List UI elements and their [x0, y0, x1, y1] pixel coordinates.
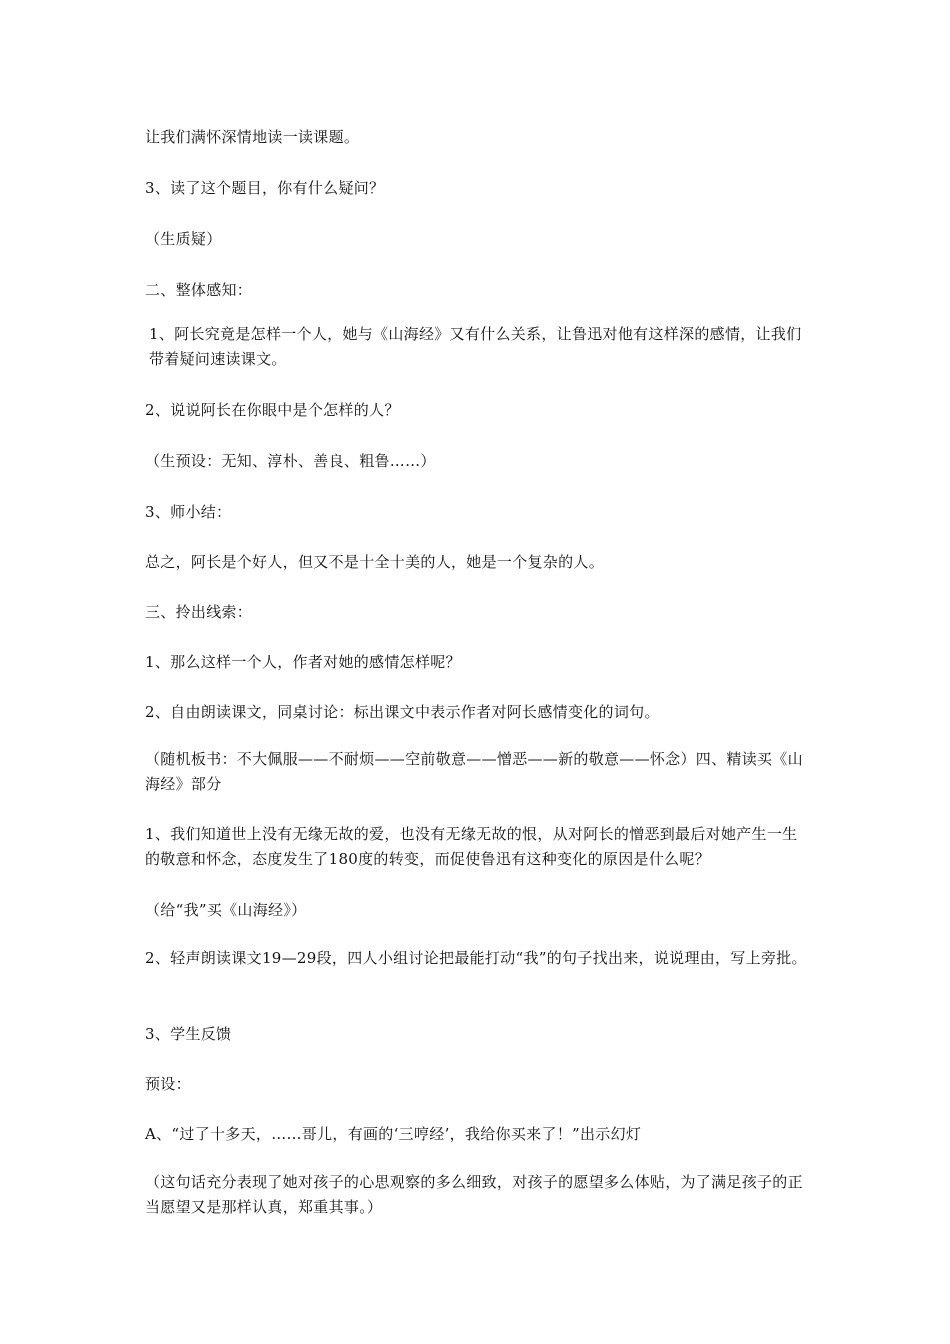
- paragraph-quote-a: A、“过了十多天，……哥儿，有画的‘三哼经’，我给你买来了！”出示幻灯: [145, 1125, 642, 1143]
- paragraph-clue-2: 2、自由朗读课文，同桌讨论：标出课文中表示作者对阿长感情变化的词句。: [145, 703, 660, 721]
- paragraph-answer: （给“我”买《山海经》）: [145, 901, 307, 919]
- paragraph-feedback: 3、学生反馈: [145, 1025, 232, 1043]
- section-heading-overall: 二、整体感知：: [145, 281, 253, 299]
- paragraph-student-preset: （生预设：无知、淳朴、善良、粗鲁……）: [145, 452, 436, 470]
- paragraph-item-1: 1、阿长究竟是怎样一个人，她与《山海经》又有什么关系，让鲁迅对他有这样深的感情，让我们带着疑问速读课文。: [149, 325, 802, 368]
- paragraph-reason-question: 1、我们知道世上没有无缘无故的爱，也没有无缘无故的恨，从对阿长的憎恶到最后对她产生一生的敬意和怀念，态度发生了180度的转变，而促使鲁迅有这种变化的原因是什么呢？: [145, 825, 798, 868]
- paragraph-analysis: （这句话充分表现了她对孩子的心思观察的多么细致，对孩子的愿望多么体贴，为了满足孩子的正当愿望又是那样认真，郑重其事。）: [145, 1173, 803, 1216]
- paragraph-read-aloud: 2、轻声朗读课文19—29段，四人小组讨论把最能打动“我”的句子找出来，说说理由，写上旁批。: [145, 949, 807, 967]
- paragraph-student-question: （生质疑）: [145, 230, 222, 248]
- paragraph-conclusion: 总之，阿长是个好人，但又不是十全十美的人，她是一个复杂的人。: [145, 553, 605, 571]
- paragraph-teacher-summary: 3、师小结：: [145, 503, 232, 521]
- section-heading-clues: 三、拎出线索：: [145, 603, 253, 621]
- paragraph-read-title: 让我们满怀深情地读一读课题。: [145, 128, 360, 146]
- paragraph-question-3: 3、读了这个题目，你有什么疑问？: [145, 179, 385, 197]
- paragraph-item-2: 2、说说阿长在你眼中是个怎样的人？: [145, 401, 400, 419]
- paragraph-clue-1: 1、那么这样一个人，作者对她的感情怎样呢？: [145, 653, 461, 671]
- paragraph-board-notes: （随机板书：不大佩服——不耐烦——空前敬意——憎恶——新的敬意——怀念）四、精读买《山海经》部分: [145, 750, 803, 793]
- paragraph-preset-label: 预设：: [145, 1075, 191, 1093]
